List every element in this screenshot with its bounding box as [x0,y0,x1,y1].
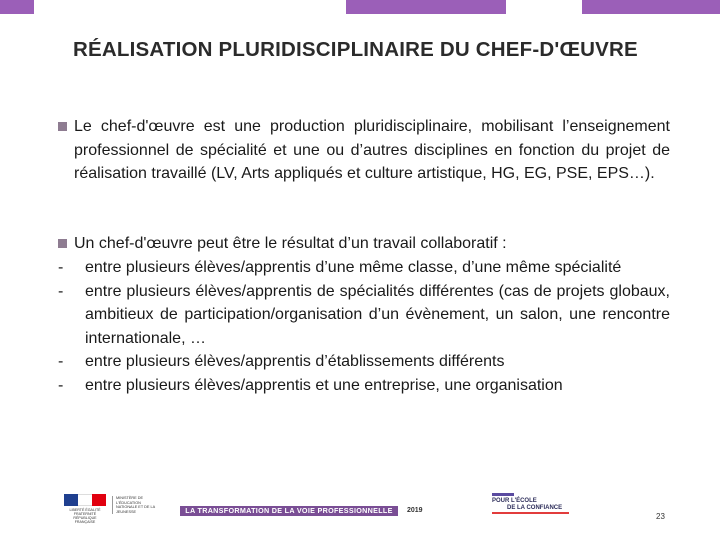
ecole-line-2: DE LA CONFIANCE [492,505,569,514]
list-item [58,280,670,351]
paragraph-2 [58,232,670,256]
slide-footer [0,490,720,540]
dash-bullet: - [58,282,64,300]
top-accent-bar-left [0,0,34,14]
dash-bullet: - [58,353,64,370]
list-item [58,374,670,398]
ecole-line-1: POUR L'ÉCOLE [492,498,537,504]
ecole-logo-mark-icon [492,493,514,496]
top-accent-bar-middle [346,0,506,14]
year-label: 2019 [407,507,423,514]
list-item [58,350,670,374]
collaboration-list [58,256,670,397]
page-number: 23 [656,512,665,521]
list-item [58,256,670,280]
french-flag-icon [64,494,106,506]
dash-bullet: - [58,376,64,394]
square-bullet-icon [58,122,67,131]
square-bullet-icon [58,239,67,248]
transformation-banner: LA TRANSFORMATION DE LA VOIE PROFESSIONNELLE [180,506,398,516]
ecole-confiance-logo [492,498,582,514]
slide-title: RÉALISATION PLURIDISCIPLINAIRE DU CHEF-D'ŒUVRE [73,38,638,61]
paragraph-1-text: Le chef-d'œuvre est une production pluridisciplinaire, mobilisant l’enseignement professionnel de spécialité et une ou d’autres disciplines en fonction du projet de réalisation travaillé (LV, Arts appliqués et culture artistique, HG, EG, PSE, EPS…). [74,118,670,182]
dash-bullet: - [58,259,64,276]
list-item-text: entre plusieurs élèves/apprentis et une entreprise, une organisation [85,376,563,394]
paragraph-1 [58,115,670,186]
list-item-text: entre plusieurs élèves/apprentis d’une même classe, d’une même spécialité [85,259,622,276]
ministry-label: MINISTÈRE DE L'ÉDUCATION NATIONALE ET DE LA JEUNESSE [112,496,160,514]
paragraph-2-text: Un chef-d'œuvre peut être le résultat d’un travail collaboratif : [74,235,507,252]
list-item-text: entre plusieurs élèves/apprentis de spécialités différentes (cas de projets globaux, ambitieux de participation/organisation d’un évènement, un salon, une rencontre internationale, … [85,282,670,347]
republique-francaise-text: LIBERTÉ ÉGALITÉ FRATERNITÉ RÉPUBLIQUE FRANÇAISE [69,508,101,524]
list-item-text: entre plusieurs élèves/apprentis d’établissements différents [85,353,505,370]
top-accent-bar-right [582,0,720,14]
republique-francaise-logo [64,494,106,524]
